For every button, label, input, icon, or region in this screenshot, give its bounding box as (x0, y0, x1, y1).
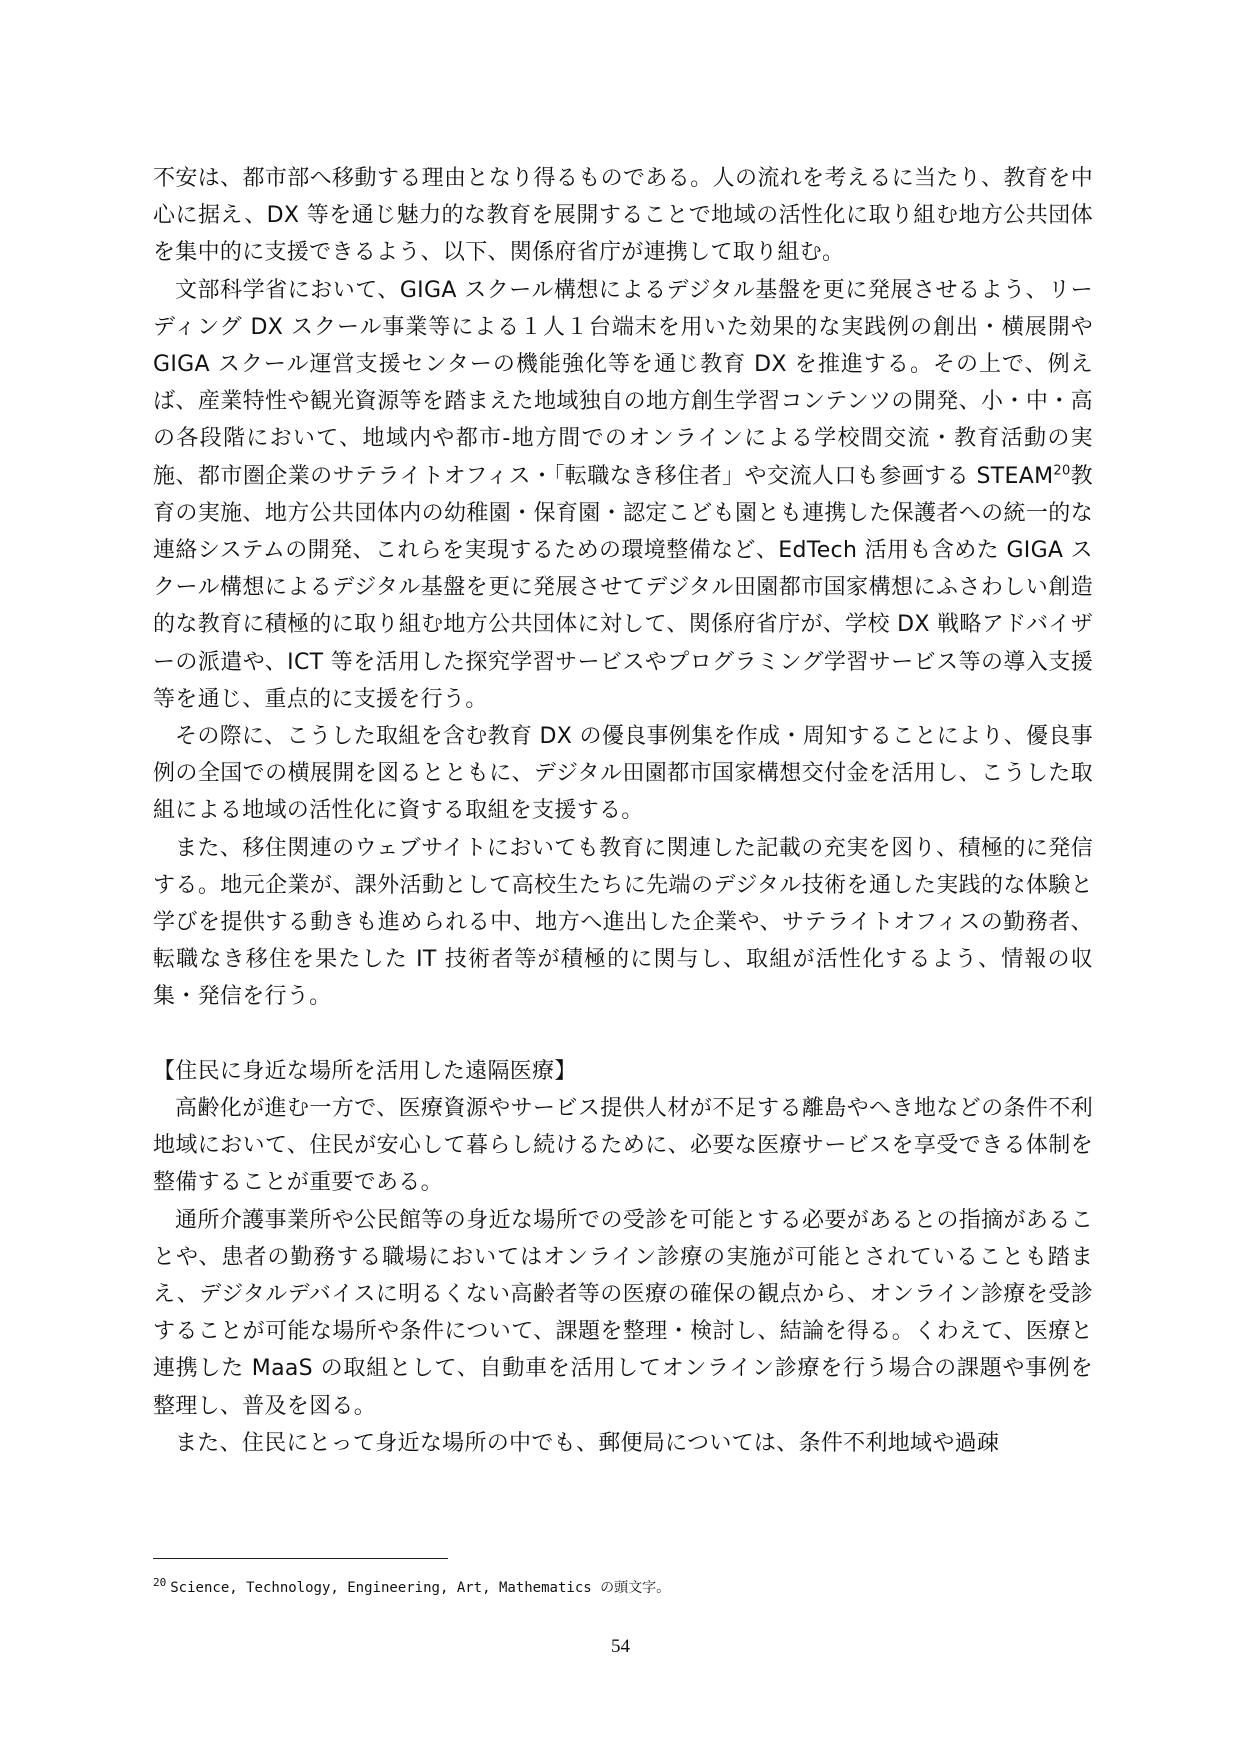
page-number: 54 (611, 1636, 630, 1657)
paragraph-giga-school (153, 272, 1093, 718)
paragraph-giga-text-after: 教育の実施、地方公共団体内の幼稚園・保育園・認定こども園とも連携した保護者への統一的な連絡システムの開発、これらを実現するための環境整備など、EdTech 活用も含めた GIGA スクール構想によるデジタル基盤を更に発展させてデジタル田園都市国家構想にふさわしい創造的な教育に積極的に取り組む地方公共団体に対して、関係府省庁が、学校 DX 戦略アドバイザーの派遣や、ICT 等を活用した探究学習サービスやプログラミング学習サービス等の導入支援等を通じ、重点的に支援を行う。 (153, 463, 1093, 712)
footnote (153, 1578, 1093, 1598)
footnote-text: Science, Technology, Engineering, Art, Mathematics の頭文字。 (170, 1580, 671, 1596)
paragraph-migration-sites: また、移住関連のウェブサイトにおいても教育に関連した記載の充実を図り、積極的に発信する。地元企業が、課外活動として高校生たちに先端のデジタル技術を通した実践的な体験と学びを提供する動きも進められる中、地方へ進出した企業や、サテライトオフィスの勤務者、転職なき移住を果たした IT 技術者等が積極的に関与し、取組が活性化するよう、情報の収集・発信を行う。 (153, 835, 1093, 1010)
footnote-marker[interactable]: 20 (1053, 463, 1071, 479)
paragraph-online-consultation: 通所介護事業所や公民館等の身近な場所での受診を可能とする必要があるとの指摘があることや、患者の勤務する職場においてはオンライン診療の実施が可能とされていることも踏まえ、デジタルデバイスに明るくない高齢者等の医療の確保の観点から、オンライン診療を受診することが可能な場所や条件について、課題を整理・検討し、結論を得る。くわえて、医療と連携した MaaS の取組として、自動車を活用してオンライン診療を行う場合の課題や事例を整理し、普及を図る。 (153, 1207, 1093, 1419)
paragraph-continuation: 不安は、都市部へ移動する理由となり得るものである。人の流れを考えるに当たり、教育を中心に据え、DX 等を通じ魅力的な教育を展開することで地域の活性化に取り組む地方公共団体を集中的に支援できるよう、以下、関係府省庁が連携して取り組む。 (153, 166, 1093, 266)
paragraph-best-practices: その際に、こうした取組を含む教育 DX の優良事例集を作成・周知することにより、優良事例の全国での横展開を図るとともに、デジタル田園都市国家構想交付金を活用し、こうした取組による地域の活性化に資する取組を支援する。 (153, 724, 1093, 824)
footnote-number: 20 (153, 1576, 167, 1590)
paragraph-spacer (153, 1016, 1093, 1053)
paragraph-giga-text-before: 文部科学省において、GIGA スクール構想によるデジタル基盤を更に発展させるよう、リーディング DX スクール事業等による１人１台端末を用いた効果的な実践例の創出・横展開や GIGA スクール運営支援センターの機能強化等を通じ教育 DX を推進する。その上で、例えば、産業特性や観光資源等を踏まえた地域独自の地方創生学習コンテンツの開発、小・中・高の各段階において、地域内や都市-地方間でのオンラインによる学校間交流・教育活動の実施、都市圏企業のサテライトオフィス・「転職なき移住者」や交流人口も参画する STEAM (153, 277, 1093, 489)
paragraph-post-office: また、住民にとって身近な場所の中でも、郵便局については、条件不利地域や過疎 (175, 1430, 1000, 1456)
paragraph-remote-medicine: 高齢化が進む一方で、医療資源やサービス提供人材が不足する離島やへき地などの条件不利地域において、住民が安心して暮らし続けるために、必要な医療サービスを享受できる体制を整備することが重要である。 (153, 1096, 1093, 1196)
body-text (153, 160, 1093, 1462)
section-heading: 【住民に身近な場所を活用した遠隔医療】 (153, 1058, 577, 1084)
footnote-divider (153, 1558, 448, 1559)
